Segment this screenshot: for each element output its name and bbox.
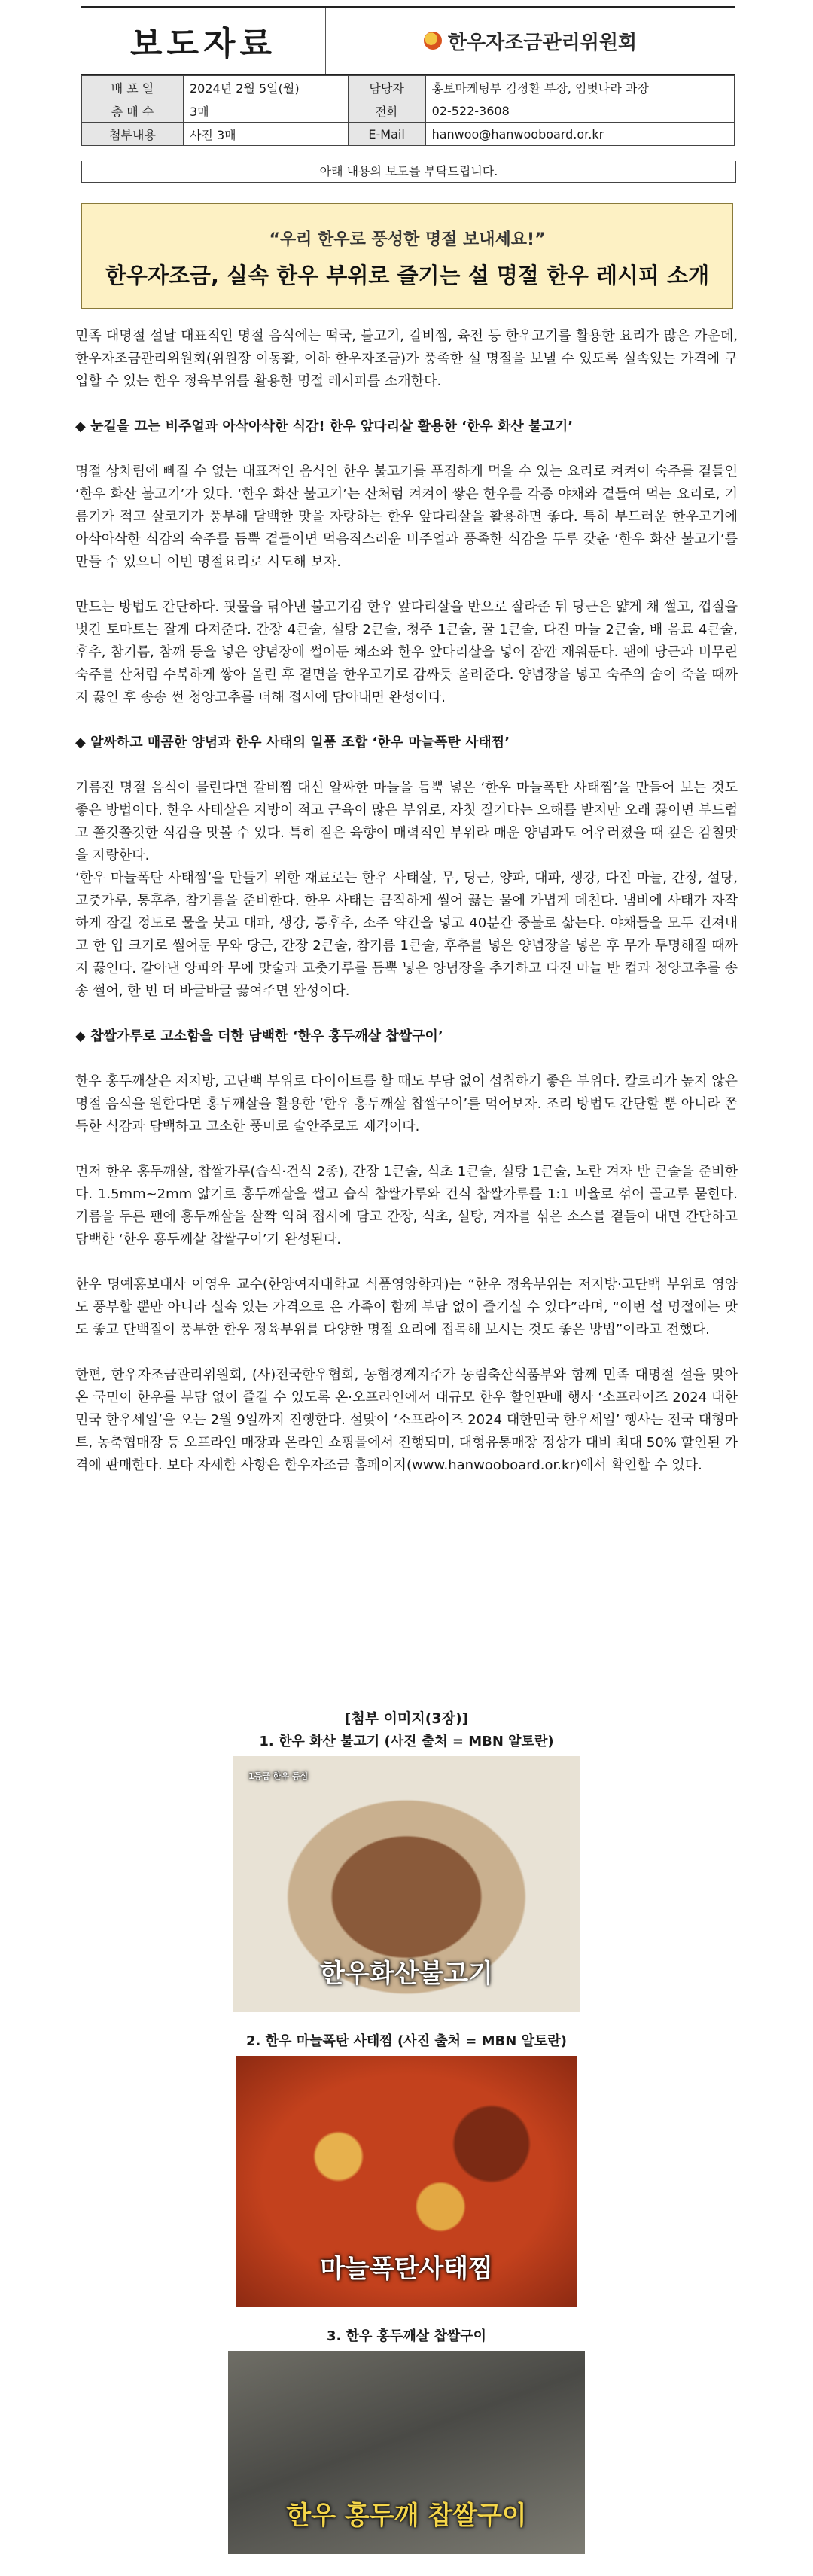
photo-overlay-text: 한우 홍두깨 찹쌀구이 <box>286 2501 527 2531</box>
info-table <box>81 75 735 146</box>
hongdukkae-photo <box>228 2351 585 2554</box>
photo-overlay-text: 한우화산불고기 <box>320 1959 493 1989</box>
org-logo <box>326 8 735 74</box>
org-logo-text: 한우자조금관리위원회 <box>447 31 638 54</box>
info-label: 첨부내용 <box>82 123 184 146</box>
body-paragraph: ‘한우 마늘폭탄 사태찜’을 만들기 위한 재료로는 한우 사태살, 무, 당근, 양파, 대파, 생강, 다진 마늘, 간장, 설탕, 고춧가루, 통후추, 참기름을 준비한다. 한우 사태는 큼직하게 썰어 끓는 물에 가볍게 데친다. 냄비에 사태가 자작하게 잠길 정도로 물을 붓고 대파, 생강, 통후추, 소주 약간을 넣고 40분간 중불로 삶는다. 야채들을 모두 건져내고 한 입 크기로 썰어둔 무와 당근, 간장 2큰술, 참기름 1큰술, 후추를 넣은 양념장을 넣은 후 무가 투명해질 때까지 끓인다. 갈아낸 양파와 무에 맛술과 고춧가루를 듬뿍 넣은 양념장을 추가하고 다진 마늘 반 컵과 청양고추를 송송 썰어, 한 번 더 바글바글 끓여주면 완성이다. <box>75 870 738 999</box>
info-row <box>82 76 735 99</box>
info-value: 홍보마케팅부 김정환 부장, 임벗나라 과장 <box>425 76 734 99</box>
press-header <box>81 6 735 146</box>
headline-sub: “우리 한우로 풍성한 명절 보내세요!” <box>269 230 546 249</box>
info-row <box>82 99 735 123</box>
garlic-saetae-photo <box>236 2056 577 2307</box>
doc-type-title: 보도자료 <box>81 8 326 74</box>
email-value[interactable]: hanwoo@hanwooboard.or.kr <box>425 123 734 146</box>
info-label: 담당자 <box>348 76 425 99</box>
section-title: ◆ 찹쌀가루로 고소함을 더한 담백한 ‘한우 홍두깨살 찹쌀구이’ <box>75 1028 443 1044</box>
headline-main: 한우자조금, 실속 한우 부위로 즐기는 설 명절 한우 레시피 소개 <box>105 263 710 288</box>
info-label: 총 매 수 <box>82 99 184 123</box>
image-caption: 2. 한우 마늘폭탄 사태찜 (사진 출처 = MBN 알토란) <box>246 2033 567 2049</box>
body-paragraph: 먼저 한우 홍두깨살, 찹쌀가루(습식·건식 2종), 간장 1큰술, 식초 1큰술, 설탕 1큰술, 노란 겨자 반 큰술을 준비한다. 1.5mm~2mm 얇기로 홍두깨살을 썰고 습식 찹쌀가루와 건식 찹쌀가루를 1:1 비율로 섞어 골고루 묻힌다. 기름을 두른 팬에 홍두깨살을 살짝 익혀 접시에 담고 간장, 식초, 설탕, 겨자를 섞은 소스를 곁들여 내면 간단하고 담백한 ‘한우 홍두깨살 찹쌀구이’가 완성된다. <box>75 1164 738 1247</box>
body-paragraph: 만드는 방법도 간단하다. 핏물을 닦아낸 불고기감 한우 앞다리살을 반으로 잘라준 뒤 당근은 얇게 채 썰고, 껍질을 벗긴 토마토는 잘게 다져준다. 간장 4큰술, 설탕 2큰술, 청주 1큰술, 꿀 1큰술, 다진 마늘 2큰술, 배 음료 4큰술, 후추, 참기름, 참깨 등을 넣은 양념장에 썰어둔 채소와 한우 앞다리살을 넣어 잠깐 재워둔다. 팬에 당근과 버무린 숙주를 산처럼 수북하게 쌓아 올린 후 곁면을 한우고기로 감싸듯 올려준다. 양념장을 넣고 숙주의 숨이 죽을 때까지 끓인 후 송송 썬 청양고추를 더해 접시에 담아내면 완성이다. <box>75 599 738 705</box>
image-caption: 3. 한우 홍두깨살 찹쌀구이 <box>326 2328 487 2344</box>
headline-box <box>81 203 733 309</box>
section-title: ◆ 눈길을 끄는 비주얼과 아삭아삭한 식감! 한우 앞다리살 활용한 ‘한우 화산 불고기’ <box>75 419 574 434</box>
image-caption: 1. 한우 화산 불고기 (사진 출처 = MBN 알토란) <box>259 1734 554 1749</box>
section-title: ◆ 알싸하고 매콤한 양념과 한우 사태의 일품 조합 ‘한우 마늘폭탄 사태찜’ <box>75 735 510 751</box>
info-label: E-Mail <box>348 123 425 146</box>
attachments-heading: [첨부 이미지(3장)] <box>344 1710 469 1727</box>
body-paragraph: 명절 상차림에 빠질 수 없는 대표적인 음식인 한우 불고기를 푸짐하게 먹을 수 있는 요리로 켜켜이 숙주를 곁들인 ‘한우 화산 불고기’가 있다. ‘한우 화산 불고기’는 산처럼 켜켜이 쌓은 한우를 각종 야채와 곁들여 먹는 요리로, 기름기가 적고 살코기가 풍부해 담백한 맛을 자랑하는 한우 앞다리살을 활용하면 좋다. 특히 부드러운 한우고기에 아삭아삭한 식감의 숙주를 듬뿍 곁들이면 먹음직스러운 비주얼과 풍족한 식감을 두루 갖춘 ‘한우 화산 불고기’를 만들 수 있으니 이번 명절요리로 시도해 보자. <box>75 464 738 570</box>
hanwoo-logo-icon <box>424 32 442 50</box>
info-value: 3매 <box>184 99 349 123</box>
photo-overlay-text: 마늘폭탄사태찜 <box>320 2254 493 2284</box>
info-value: 2024년 2월 5일(월) <box>184 76 349 99</box>
body-paragraph: 한우 홍두깨살은 저지방, 고단백 부위로 다이어트를 할 때도 부담 없이 섭취하기 좋은 부위다. 칼로리가 높지 않은 명절 음식을 원한다면 홍두깨살을 활용한 ‘한우 홍두깨살 찹쌀구이’를 먹어보자. 조리 방법도 간단할 뿐 아니라 쫀득한 식감과 담백하고 고소한 풍미로 술안주로도 제격이다. <box>75 1073 738 1134</box>
release-notice: 아래 내용의 보도를 부탁드립니다. <box>81 161 736 183</box>
info-label: 전화 <box>348 99 425 123</box>
info-row <box>82 123 735 146</box>
attachments-section <box>0 1707 813 2554</box>
quote-paragraph: 한우 명예홍보대사 이영우 교수(한양여자대학교 식품영양학과)는 “한우 정육부위는 저지방·고단백 부위로 영양도 풍부할 뿐만 아니라 실속 있는 가격으로 온 가족이 함께 부담 없이 즐기실 수 있다”라며, “이번 설 명절에는 맛도 좋고 단백질이 풍부한 한우 정육부위를 다양한 명절 요리에 접목해 보시는 것도 좋은 방법”이라고 전했다. <box>75 1277 738 1338</box>
event-paragraph: 한편, 한우자조금관리위원회, (사)전국한우협회, 농협경제지주가 농림축산식품부와 함께 민족 대명절 설을 맞아 온 국민이 한우를 부담 없이 즐길 수 있도록 온·오프라인에서 대규모 한우 할인판매 행사 ‘소프라이즈 2024 대한민국 한우세일’을 오는 2월 9일까지 진행한다. 설맞이 ‘소프라이즈 2024 대한민국 한우세일’ 행사는 전국 대형마트, 농축협매장 등 오프라인 매장과 온라인 쇼핑몰에서 진행되며, 대형유통매장 정상가 대비 최대 50% 할인된 가격에 판매한다. 보다 자세한 사항은 한우자조금 홈페이지(www.hanwooboard.or.kr)에서 확인할 수 있다. <box>75 1367 738 1473</box>
info-label: 배 포 일 <box>82 76 184 99</box>
body-paragraph: 기름진 명절 음식이 물린다면 갈비찜 대신 알싸한 마늘을 듬뿍 넣은 ‘한우 마늘폭탄 사태찜’을 만들어 보는 것도 좋은 방법이다. 한우 사태살은 지방이 적고 근육이 많은 부위로, 자칫 질기다는 오해를 받지만 오래 끓이면 부드럽고 쫄깃쫄깃한 식감을 맛볼 수 있다. 특히 짙은 육향이 매력적인 부위라 매운 양념과도 어우러졌을 때 깊은 감칠맛을 자랑한다. <box>75 780 738 863</box>
info-value: 02-522-3608 <box>425 99 734 123</box>
hanwoo-bulgogi-photo <box>233 1756 580 2012</box>
info-value: 사진 3매 <box>184 123 349 146</box>
photo-corner-text: 1등급 한우 등심 <box>248 1771 309 1781</box>
article-body <box>75 325 738 1500</box>
intro-paragraph: 민족 대명절 설날 대표적인 명절 음식에는 떡국, 불고기, 갈비찜, 육전 등 한우고기를 활용한 요리가 많은 가운데, 한우자조금관리위원회(위원장 이동활, 이하 한우자조금)가 풍족한 설 명절을 보낼 수 있도록 실속있는 가격에 구입할 수 있는 한우 정육부위를 활용한 명절 레시피를 소개한다. <box>75 328 738 389</box>
